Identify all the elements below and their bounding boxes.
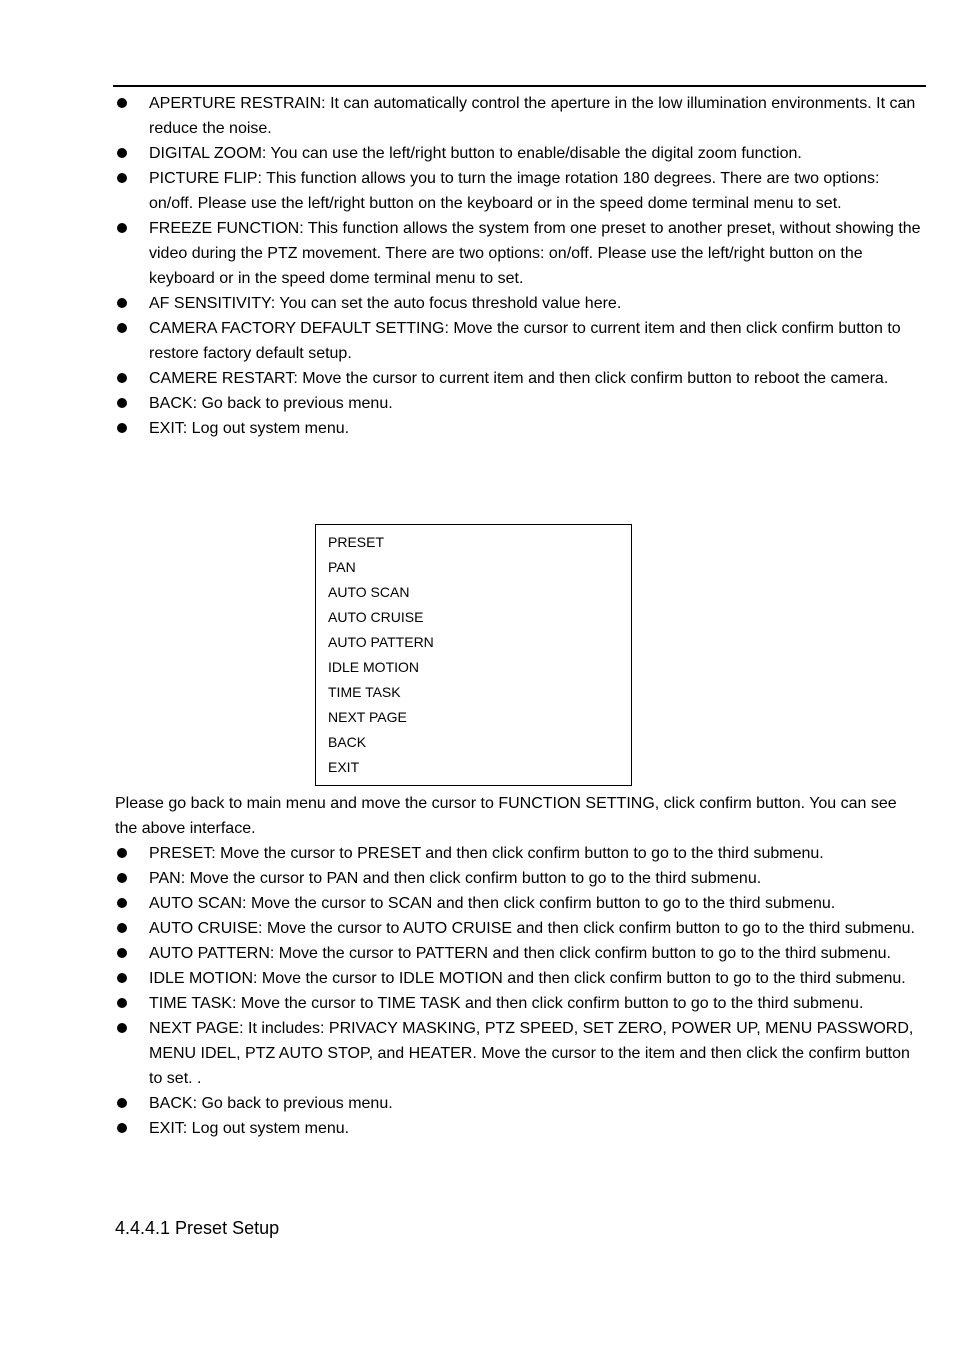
list-item: NEXT PAGE: It includes: PRIVACY MASKING, PTZ SPEED, SET ZERO, POWER UP, MENU PASSWORD, MENU IDEL, PTZ AUTO STOP, and HEATER. Move the cursor to the item and then click the confirm button to set. .	[115, 1016, 925, 1091]
menu-item-auto-cruise: AUTO CRUISE	[328, 609, 424, 625]
list-item: TIME TASK: Move the cursor to TIME TASK and then click confirm button to go to the third submenu.	[115, 991, 925, 1016]
list-item: FREEZE FUNCTION: This function allows the system from one preset to another preset, without showing the video during the PTZ movement. There are two options: on/off. Please use the left/right button on the keyboard or in the speed dome terminal menu to set.	[115, 216, 925, 291]
list-item: APERTURE RESTRAIN: It can automatically control the aperture in the low illumination environments. It can reduce the noise.	[115, 91, 925, 141]
menu-item-preset: PRESET	[328, 534, 385, 550]
feature-list-camera	[115, 91, 925, 441]
list-item: DIGITAL ZOOM: You can use the left/right button to enable/disable the digital zoom function.	[115, 141, 925, 166]
list-item: EXIT: Log out system menu.	[115, 416, 925, 441]
list-item: BACK: Go back to previous menu.	[115, 1091, 925, 1116]
menu-item-back: BACK	[328, 734, 367, 750]
menu-item-time-task: TIME TASK	[328, 684, 401, 700]
list-item: AUTO PATTERN: Move the cursor to PATTERN and then click confirm button to go to the third submenu.	[115, 941, 925, 966]
body-paragraph: Please go back to main menu and move the cursor to FUNCTION SETTING, click confirm button. You can see the above interface.	[115, 795, 897, 837]
list-item: IDLE MOTION: Move the cursor to IDLE MOTION and then click confirm button to go to the third submenu.	[115, 966, 925, 991]
list-item: PICTURE FLIP: This function allows you to turn the image rotation 180 degrees. There are two options: on/off. Please use the left/right button on the keyboard or in the speed dome terminal menu to set.	[115, 166, 925, 216]
list-item: AUTO CRUISE: Move the cursor to AUTO CRUISE and then click confirm button to go to the third submenu.	[115, 916, 925, 941]
list-item: PRESET: Move the cursor to PRESET and then click confirm button to go to the third submenu.	[115, 841, 925, 866]
menu-item-pan: PAN	[328, 559, 356, 575]
feature-list-function	[115, 841, 925, 1141]
list-item: PAN: Move the cursor to PAN and then click confirm button to go to the third submenu.	[115, 866, 925, 891]
function-setting-menu	[315, 524, 632, 786]
menu-item-exit: EXIT	[328, 759, 360, 775]
list-item: AF SENSITIVITY: You can set the auto focus threshold value here.	[115, 291, 925, 316]
list-item: CAMERE RESTART: Move the cursor to current item and then click confirm button to reboot the camera.	[115, 366, 925, 391]
list-item: EXIT: Log out system menu.	[115, 1116, 925, 1141]
menu-item-idle-motion: IDLE MOTION	[328, 659, 420, 675]
section-heading: 4.4.4.1 Preset Setup	[115, 1218, 280, 1238]
menu-item-next-page: NEXT PAGE	[328, 709, 407, 725]
list-item: CAMERA FACTORY DEFAULT SETTING: Move the cursor to current item and then click confirm button to restore factory default setup.	[115, 316, 925, 366]
header-rule	[113, 85, 926, 87]
menu-item-auto-pattern: AUTO PATTERN	[328, 634, 434, 650]
list-item: AUTO SCAN: Move the cursor to SCAN and then click confirm button to go to the third submenu.	[115, 891, 925, 916]
list-item: BACK: Go back to previous menu.	[115, 391, 925, 416]
menu-item-auto-scan: AUTO SCAN	[328, 584, 410, 600]
